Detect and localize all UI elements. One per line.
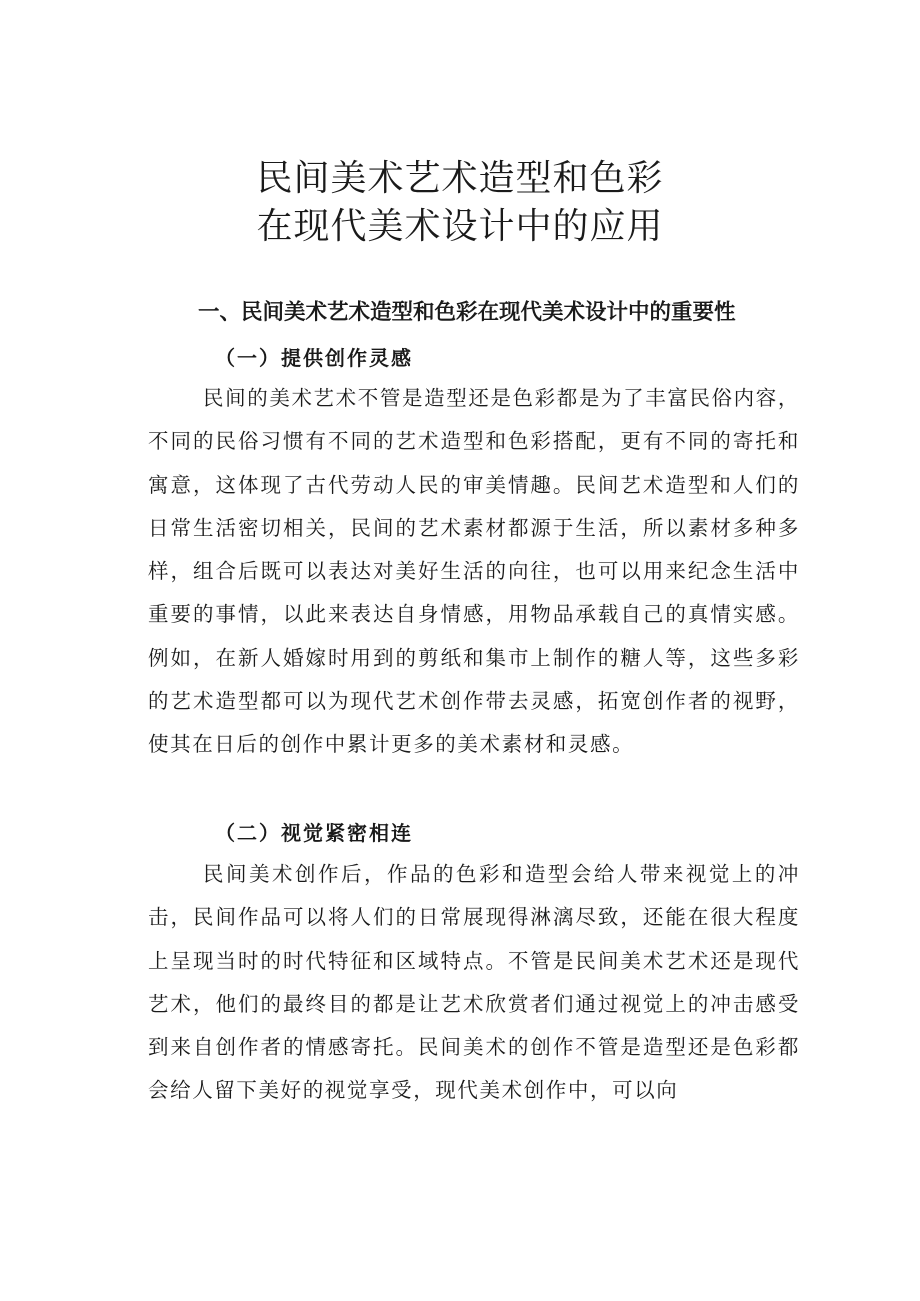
body-paragraph-2: 民间美术创作后，作品的色彩和造型会给人带来视觉上的冲击，民间作品可以将人们的日常展现得淋漓尽致，还能在很大程度上呈现当时的时代特征和区域特点。不管是民间美术艺术还是现代艺术，他们的最终目的都是让艺术欣赏者们通过视觉上的冲击感受到来自创作者的情感寄托。民间美术的创作不管是造型还是色彩都会给人留下美好的视觉享受，现代美术创作中，可以向 (148, 862, 800, 1103)
title-line-2: 在现代美术设计中的应用 (256, 206, 664, 247)
document-title (0, 155, 920, 251)
title-line-1: 民间美术艺术造型和色彩 (256, 158, 664, 199)
subsection-heading-2: （二）视觉紧密相连 (215, 821, 413, 845)
section-heading: 一、民间美术艺术造型和色彩在现代美术设计中的重要性 (198, 300, 736, 325)
subsection-heading-1: （一）提供创作灵感 (215, 346, 413, 370)
body-paragraph-1: 民间的美术艺术不管是造型还是色彩都是为了丰富民俗内容，不同的民俗习惯有不同的艺术造型和色彩搭配，更有不同的寄托和寓意，这体现了古代劳动人民的审美情趣。民间艺术造型和人们的日常生活密切相关，民间的艺术素材都源于生活，所以素材多种多样，组合后既可以表达对美好生活的向往，也可以用来纪念生活中重要的事情，以此来表达自身情感，用物品承载自己的真情实感。例如，在新人婚嫁时用到的剪纸和集市上制作的糖人等，这些多彩的艺术造型都可以为现代艺术创作带去灵感，拓宽创作者的视野，使其在日后的创作中累计更多的美术素材和灵感。 (148, 386, 800, 757)
